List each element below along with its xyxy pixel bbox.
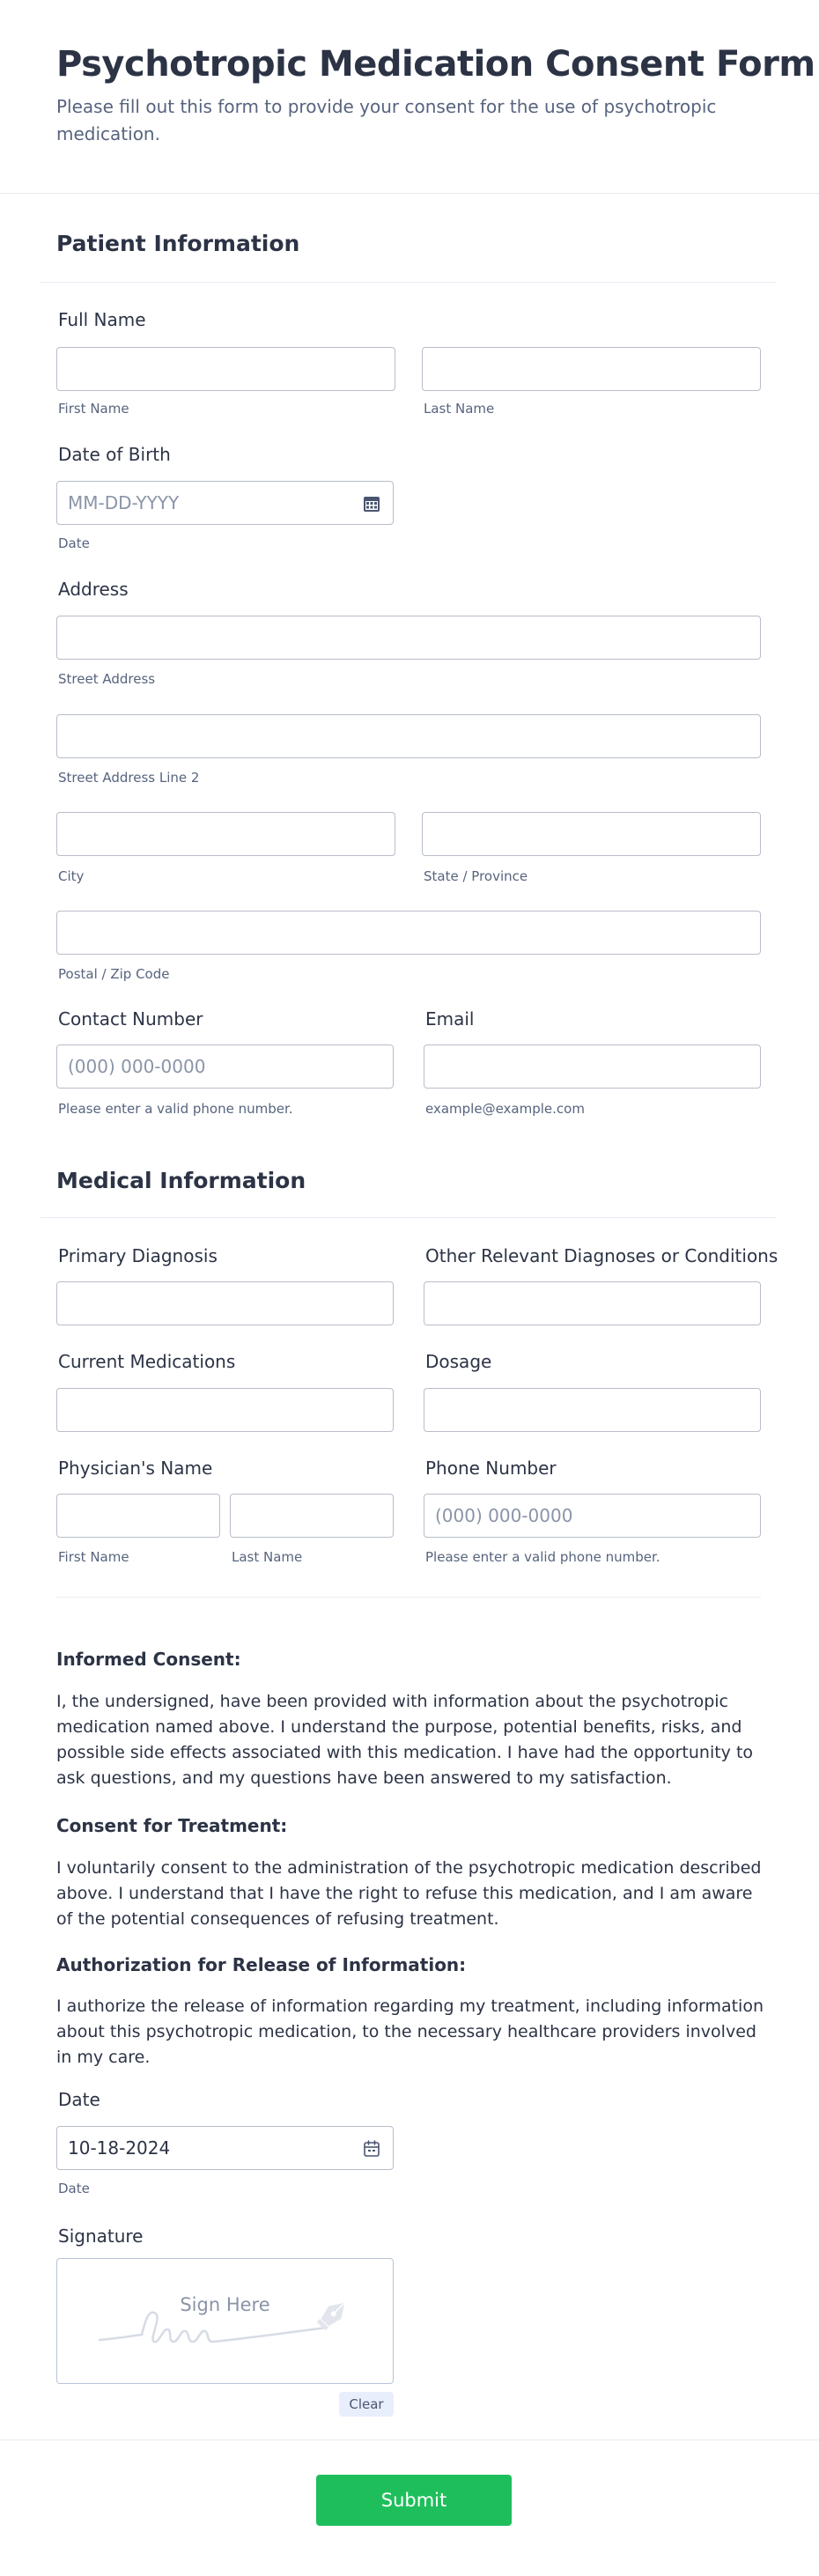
last-name-field[interactable]	[422, 347, 761, 391]
calendar-outline-icon[interactable]	[362, 2139, 381, 2159]
email-sublabel: example@example.com	[425, 1101, 585, 1117]
pen-nib-icon	[313, 2294, 353, 2335]
street-address-input[interactable]	[57, 616, 760, 659]
zip-sublabel: Postal / Zip Code	[58, 966, 170, 982]
clear-signature-button[interactable]: Clear	[339, 2392, 394, 2417]
email-field[interactable]	[424, 1044, 761, 1089]
email-label: Email	[425, 1008, 475, 1030]
contact-number-input[interactable]	[57, 1045, 393, 1088]
section-divider	[41, 282, 777, 283]
street-address-2-input[interactable]	[57, 715, 760, 757]
dosage-input[interactable]	[424, 1389, 760, 1431]
contact-number-sublabel: Please enter a valid phone number.	[58, 1101, 293, 1117]
physician-last-name-input[interactable]	[231, 1495, 393, 1537]
street-address-sublabel: Street Address	[58, 671, 156, 687]
phone-number-label: Phone Number	[425, 1458, 557, 1479]
date-input[interactable]	[57, 2127, 393, 2169]
consent-treatment-heading: Consent for Treatment:	[56, 1815, 288, 1836]
phone-number-input[interactable]	[424, 1495, 760, 1537]
date-label: Date	[58, 2089, 100, 2110]
last-name-sublabel: Last Name	[424, 401, 495, 417]
current-medications-input[interactable]	[57, 1389, 393, 1431]
address-label: Address	[58, 579, 129, 600]
physician-first-name-input[interactable]	[57, 1495, 219, 1537]
first-name-field[interactable]	[56, 347, 395, 391]
physician-first-name-sublabel: First Name	[58, 1549, 129, 1565]
state-sublabel: State / Province	[424, 868, 528, 884]
current-medications-field[interactable]	[56, 1388, 394, 1432]
release-info-text: I authorize the release of information regarding my treatment, including information about this psychotropic medication, to the necessary healthcare providers involved in my care.	[56, 1997, 764, 2067]
primary-diagnosis-field[interactable]	[56, 1281, 394, 1325]
section-divider	[41, 1217, 777, 1218]
dob-input[interactable]	[57, 482, 393, 524]
last-name-input[interactable]	[423, 348, 760, 390]
patient-section-title: Patient Information	[56, 231, 300, 256]
street-address-field[interactable]	[56, 616, 761, 660]
medical-section-title: Medical Information	[56, 1168, 306, 1193]
contact-number-label: Contact Number	[58, 1008, 203, 1030]
city-sublabel: City	[58, 868, 85, 884]
email-input[interactable]	[424, 1045, 760, 1088]
current-medications-label: Current Medications	[58, 1351, 236, 1372]
dob-field[interactable]	[56, 481, 394, 525]
form-header	[0, 0, 819, 194]
physician-first-name-field[interactable]	[56, 1494, 220, 1538]
phone-number-sublabel: Please enter a valid phone number.	[425, 1549, 660, 1565]
state-input[interactable]	[423, 813, 760, 855]
section-divider	[56, 1597, 761, 1598]
primary-diagnosis-input[interactable]	[57, 1282, 393, 1325]
contact-number-field[interactable]	[56, 1044, 394, 1089]
city-input[interactable]	[57, 813, 395, 855]
informed-consent-heading: Informed Consent:	[56, 1649, 241, 1670]
zip-field[interactable]	[56, 911, 761, 955]
state-field[interactable]	[422, 812, 761, 856]
city-field[interactable]	[56, 812, 395, 856]
zip-input[interactable]	[57, 912, 760, 954]
footer-divider	[0, 2439, 819, 2440]
dob-sublabel: Date	[58, 535, 90, 551]
release-info-heading: Authorization for Release of Information:	[56, 1954, 467, 1975]
signature-pad[interactable]	[56, 2258, 394, 2384]
informed-consent-text: I, the undersigned, have been provided with information about the psychotropic medication named above. I understand the purpose, potential benefits, risks, and possible side effects associated with this medication. I have had the opportunity to ask questions, and my questions have been answered to my satisfaction.	[56, 1692, 754, 1788]
other-diagnoses-field[interactable]	[424, 1281, 761, 1325]
physician-last-name-field[interactable]	[230, 1494, 394, 1538]
other-diagnoses-label: Other Relevant Diagnoses or Conditions	[425, 1245, 778, 1266]
dosage-label: Dosage	[425, 1351, 492, 1372]
submit-button[interactable]: Submit	[316, 2475, 512, 2526]
dosage-field[interactable]	[424, 1388, 761, 1432]
signature-hint: Sign Here	[180, 2294, 270, 2315]
consent-treatment-text: I voluntarily consent to the administration of the psychotropic medication described above. I understand that I have the right to refuse this medication, and I am aware of the potential consequences of refusing treatment.	[56, 1858, 762, 1929]
first-name-input[interactable]	[57, 348, 395, 390]
other-diagnoses-input[interactable]	[424, 1282, 760, 1325]
primary-diagnosis-label: Primary Diagnosis	[58, 1245, 218, 1266]
physician-last-name-sublabel: Last Name	[232, 1549, 303, 1565]
phone-number-field[interactable]	[424, 1494, 761, 1538]
form-subtitle: Please fill out this form to provide your consent for the use of psychotropic medication.	[56, 96, 717, 144]
signature-label: Signature	[58, 2225, 144, 2247]
calendar-filled-icon[interactable]	[362, 494, 381, 513]
street-address-2-field[interactable]	[56, 714, 761, 758]
first-name-sublabel: First Name	[58, 401, 129, 417]
date-field[interactable]	[56, 2126, 394, 2170]
full-name-label: Full Name	[58, 309, 146, 330]
date-sublabel: Date	[58, 2181, 90, 2196]
dob-label: Date of Birth	[58, 444, 171, 465]
form-title: Psychotropic Medication Consent Form	[56, 44, 815, 85]
physician-name-label: Physician's Name	[58, 1458, 213, 1479]
street-address-2-sublabel: Street Address Line 2	[58, 770, 200, 786]
